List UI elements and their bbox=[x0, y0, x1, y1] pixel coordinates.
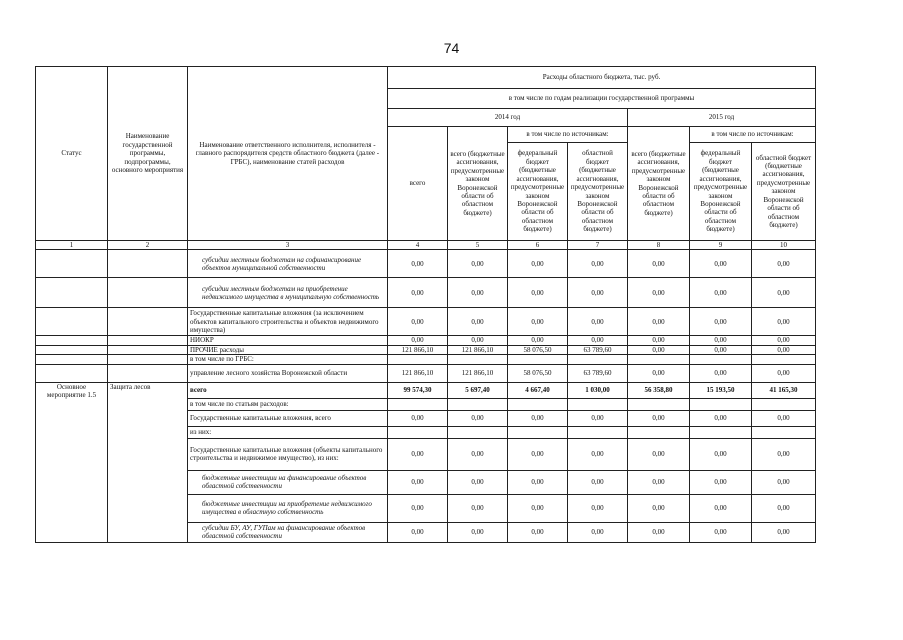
col-number: 1 bbox=[36, 241, 108, 250]
cell-value: 0,00 bbox=[448, 250, 508, 278]
cell-value: 0,00 bbox=[508, 522, 568, 542]
header-status: Статус bbox=[36, 67, 108, 241]
header-total-assign-2014: всего (бюджетные ассигнования, предусмотренные законом Воронежской области об областном бюджете) bbox=[448, 127, 508, 241]
cell-value: 0,00 bbox=[690, 438, 752, 470]
cell-value: 0,00 bbox=[628, 438, 690, 470]
row-label: субсидии БУ, АУ, ГУПам на финансирование объектов областной собственности bbox=[188, 522, 388, 542]
cell-value: 0,00 bbox=[752, 345, 816, 354]
cell-value: 0,00 bbox=[388, 410, 448, 426]
cell-value: 0,00 bbox=[568, 308, 628, 336]
cell-value: 0,00 bbox=[752, 250, 816, 278]
cell-value: 58 076,50 bbox=[508, 345, 568, 354]
cell-value: 0,00 bbox=[568, 278, 628, 308]
table-row bbox=[36, 278, 816, 308]
cell-value: 0,00 bbox=[508, 494, 568, 522]
cell-value: 0,00 bbox=[568, 494, 628, 522]
cell-value: 0,00 bbox=[752, 494, 816, 522]
cell-value: 0,00 bbox=[690, 494, 752, 522]
cell-value: 0,00 bbox=[508, 308, 568, 336]
cell-value: 0,00 bbox=[628, 494, 690, 522]
cell-value: 0,00 bbox=[690, 410, 752, 426]
cell-value: 0,00 bbox=[628, 250, 690, 278]
cell-value: 0,00 bbox=[448, 438, 508, 470]
col-number: 6 bbox=[508, 241, 568, 250]
header-federal-2014: федеральный бюджет (бюджетные ассигнования, предусмотренные законом Воронежской области об областном бюджете) bbox=[508, 143, 568, 241]
cell-value: 0,00 bbox=[508, 278, 568, 308]
header-total-2014: всего bbox=[388, 127, 448, 241]
cell-value: 0,00 bbox=[690, 278, 752, 308]
row-label: Государственные капитальные вложения (объекты капитального строительства и недвижимое имущество), из них: bbox=[188, 438, 388, 470]
cell-value: 1 030,00 bbox=[568, 382, 628, 398]
col-number: 7 bbox=[568, 241, 628, 250]
cell-value: 63 789,60 bbox=[568, 364, 628, 382]
cell-value: 0,00 bbox=[628, 336, 690, 345]
cell-value: 0,00 bbox=[388, 522, 448, 542]
cell-value: 0,00 bbox=[388, 438, 448, 470]
row-label: НИОКР bbox=[188, 336, 388, 345]
cell-value: 0,00 bbox=[508, 410, 568, 426]
cell-value: 0,00 bbox=[448, 470, 508, 494]
cell-value: 0,00 bbox=[690, 364, 752, 382]
budget-table bbox=[35, 66, 816, 543]
header-program-name: Наименование государственной программы, подпрограммы, основного мероприятия bbox=[108, 67, 188, 241]
cell-value: 0,00 bbox=[752, 410, 816, 426]
cell-value: 5 697,40 bbox=[448, 382, 508, 398]
header-federal-2015: федеральный бюджет (бюджетные ассигнования, предусмотренные законом Воронежской области об областном бюджете) bbox=[690, 143, 752, 241]
header-regional-2014: областной бюджет (бюджетные ассигнования, предусмотренные законом Воронежской области об областном бюджете) bbox=[568, 143, 628, 241]
cell-value: 0,00 bbox=[690, 522, 752, 542]
header-year-2015: 2015 год bbox=[628, 109, 816, 127]
cell-value: 0,00 bbox=[628, 470, 690, 494]
table-row bbox=[36, 336, 816, 345]
cell-value: 0,00 bbox=[752, 470, 816, 494]
cell-value: 0,00 bbox=[690, 345, 752, 354]
col-number: 9 bbox=[690, 241, 752, 250]
cell-value: 0,00 bbox=[508, 470, 568, 494]
cell-value: 0,00 bbox=[628, 522, 690, 542]
row-label: из них: bbox=[188, 426, 388, 438]
row-label: ПРОЧИЕ расходы bbox=[188, 345, 388, 354]
col-number: 4 bbox=[388, 241, 448, 250]
cell-value: 0,00 bbox=[568, 522, 628, 542]
cell-value: 0,00 bbox=[568, 250, 628, 278]
header-sources-2014: в том числе по источникам: bbox=[508, 127, 628, 143]
cell-value: 15 193,50 bbox=[690, 382, 752, 398]
row-label: субсидии местным бюджетам на софинансирование объектов муниципальной собственности bbox=[188, 250, 388, 278]
cell-value: 0,00 bbox=[628, 278, 690, 308]
cell-value: 0,00 bbox=[388, 278, 448, 308]
cell-value: 0,00 bbox=[752, 278, 816, 308]
col-number: 3 bbox=[188, 241, 388, 250]
row-label: в том числе по ГРБС: bbox=[188, 355, 388, 364]
page-number: 74 bbox=[443, 40, 460, 56]
cell-value: 0,00 bbox=[448, 522, 508, 542]
table-row bbox=[36, 382, 816, 398]
cell-value: 0,00 bbox=[568, 470, 628, 494]
header-sources-2015: в том числе по источникам: bbox=[690, 127, 816, 143]
cell-value: 0,00 bbox=[628, 308, 690, 336]
cell-value: 0,00 bbox=[388, 494, 448, 522]
col-number: 10 bbox=[752, 241, 816, 250]
row-label: в том числе по статьям расходов: bbox=[188, 398, 388, 410]
cell-value: 0,00 bbox=[628, 410, 690, 426]
cell-value: 0,00 bbox=[388, 336, 448, 345]
col-number: 5 bbox=[448, 241, 508, 250]
cell-value: 121 866,10 bbox=[448, 345, 508, 354]
header-total-assign-2015: всего (бюджетные ассигнования, предусмотренные законом Воронежской области об областном бюджете) bbox=[628, 127, 690, 241]
cell-value: 0,00 bbox=[752, 308, 816, 336]
table-row bbox=[36, 250, 816, 278]
table-row bbox=[36, 308, 816, 336]
cell-value: 99 574,30 bbox=[388, 382, 448, 398]
cell-value: 0,00 bbox=[690, 470, 752, 494]
col-number: 2 bbox=[108, 241, 188, 250]
cell-value: 0,00 bbox=[752, 438, 816, 470]
row-label: Государственные капитальные вложения (за исключением объектов капитального строительства и объектов недвижимого имущества) bbox=[188, 308, 388, 336]
cell-value: 0,00 bbox=[568, 438, 628, 470]
cell-value: 0,00 bbox=[508, 438, 568, 470]
cell-value: 0,00 bbox=[690, 308, 752, 336]
row-label: управление лесного хозяйства Воронежской области bbox=[188, 364, 388, 382]
cell-value: 0,00 bbox=[508, 250, 568, 278]
row-label: всего bbox=[188, 382, 388, 398]
section-status: Основное мероприятие 1.5 bbox=[36, 382, 108, 542]
header-year-2014: 2014 год bbox=[388, 109, 628, 127]
cell-value: 0,00 bbox=[448, 308, 508, 336]
cell-value: 0,00 bbox=[508, 336, 568, 345]
cell-value: 0,00 bbox=[388, 250, 448, 278]
row-label: Государственные капитальные вложения, всего bbox=[188, 410, 388, 426]
cell-value: 0,00 bbox=[752, 522, 816, 542]
table-row bbox=[36, 355, 816, 364]
cell-value: 0,00 bbox=[628, 345, 690, 354]
cell-value: 0,00 bbox=[628, 364, 690, 382]
cell-value: 121 866,10 bbox=[388, 345, 448, 354]
header-expenses: Расходы областного бюджета, тыс. руб. bbox=[388, 67, 816, 89]
cell-value: 121 866,10 bbox=[388, 364, 448, 382]
cell-value: 0,00 bbox=[448, 494, 508, 522]
row-label: бюджетные инвестиции на приобретение недвижимого имущества в областную собственность bbox=[188, 494, 388, 522]
col-number: 8 bbox=[628, 241, 690, 250]
row-label: субсидии местным бюджетам на приобретение недвижимого имущества в муниципальную собственность bbox=[188, 278, 388, 308]
cell-value: 0,00 bbox=[568, 336, 628, 345]
cell-value: 41 165,30 bbox=[752, 382, 816, 398]
cell-value: 58 076,50 bbox=[508, 364, 568, 382]
cell-value: 0,00 bbox=[752, 364, 816, 382]
section-name: Защита лесов bbox=[108, 382, 188, 542]
cell-value: 0,00 bbox=[690, 250, 752, 278]
cell-value: 0,00 bbox=[448, 336, 508, 345]
table-row bbox=[36, 345, 816, 354]
cell-value: 121 866,10 bbox=[448, 364, 508, 382]
cell-value: 0,00 bbox=[388, 308, 448, 336]
cell-value: 0,00 bbox=[388, 470, 448, 494]
row-label: бюджетные инвестиции на финансирование объектов областной собственности bbox=[188, 470, 388, 494]
cell-value: 0,00 bbox=[568, 410, 628, 426]
cell-value: 4 667,40 bbox=[508, 382, 568, 398]
cell-value: 63 789,60 bbox=[568, 345, 628, 354]
header-by-years: в том числе по годам реализации государственной программы bbox=[388, 89, 816, 109]
cell-value: 0,00 bbox=[448, 410, 508, 426]
table-row bbox=[36, 364, 816, 382]
header-executor: Наименование ответственного исполнителя, исполнителя - главного распорядителя средств областного бюджета (далее - ГРБС), наименование статей расходов bbox=[188, 67, 388, 241]
cell-value: 0,00 bbox=[752, 336, 816, 345]
header-regional-2015: областной бюджет (бюджетные ассигнования, предусмотренные законом Воронежской области об областном бюджете) bbox=[752, 143, 816, 241]
cell-value: 0,00 bbox=[448, 278, 508, 308]
cell-value: 56 358,80 bbox=[628, 382, 690, 398]
cell-value: 0,00 bbox=[690, 336, 752, 345]
